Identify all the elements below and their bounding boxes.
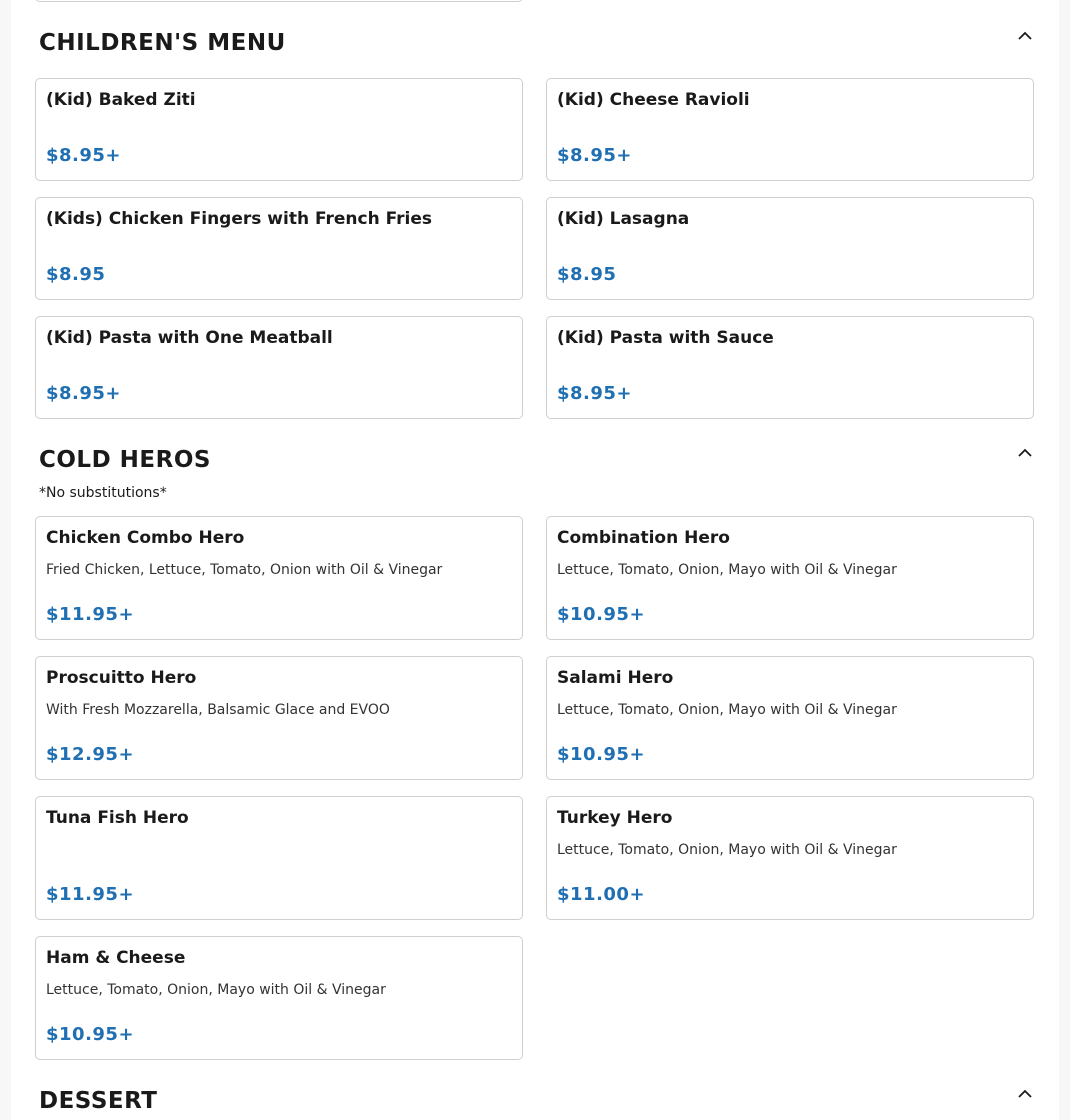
menu-item-card[interactable] xyxy=(35,78,523,181)
item-name: (Kids) Chicken Fingers with French Fries xyxy=(46,209,432,229)
item-price: $10.95+ xyxy=(46,1024,135,1045)
item-price: $8.95+ xyxy=(557,145,633,166)
menu-item-card[interactable] xyxy=(35,316,523,419)
menu-item-card[interactable] xyxy=(546,656,1034,780)
item-name: (Kid) Pasta with Sauce xyxy=(557,328,774,348)
item-price: $10.95+ xyxy=(557,744,646,765)
menu-item-card[interactable] xyxy=(546,796,1034,920)
menu-page xyxy=(11,0,1059,1120)
item-name: Turkey Hero xyxy=(557,808,673,828)
item-name: (Kid) Lasagna xyxy=(557,209,690,229)
menu-item-card[interactable] xyxy=(35,936,523,1060)
item-price: $8.95+ xyxy=(46,145,122,166)
section-title: COLD HEROS xyxy=(39,447,211,473)
chevron-up-icon[interactable] xyxy=(1017,1086,1033,1102)
item-name: (Kid) Baked Ziti xyxy=(46,90,196,110)
item-price: $12.95+ xyxy=(46,744,135,765)
menu-item-card[interactable] xyxy=(546,78,1034,181)
item-price: $10.95+ xyxy=(557,604,646,625)
menu-item-card[interactable] xyxy=(35,197,523,300)
item-price: $8.95+ xyxy=(557,383,633,404)
item-description: Fried Chicken, Lettuce, Tomato, Onion with Oil & Vinegar xyxy=(46,562,443,578)
item-grid xyxy=(35,78,1034,419)
item-name: (Kid) Pasta with One Meatball xyxy=(46,328,333,348)
section-title: CHILDREN'S MENU xyxy=(39,30,286,56)
item-name: Chicken Combo Hero xyxy=(46,528,245,548)
item-description: Lettuce, Tomato, Onion, Mayo with Oil & Vinegar xyxy=(557,702,897,718)
chevron-up-icon[interactable] xyxy=(1017,28,1033,44)
item-grid xyxy=(35,516,1034,1060)
menu-item-card[interactable] xyxy=(35,516,523,640)
item-price: $11.95+ xyxy=(46,884,135,905)
menu-item-card[interactable] xyxy=(546,316,1034,419)
chevron-up-icon[interactable] xyxy=(1017,445,1033,461)
menu-item-card[interactable] xyxy=(35,796,523,920)
item-description: Lettuce, Tomato, Onion, Mayo with Oil & Vinegar xyxy=(557,562,897,578)
section-note: *No substitutions* xyxy=(39,485,167,501)
item-price: $8.95 xyxy=(46,264,106,285)
item-name: Proscuitto Hero xyxy=(46,668,197,688)
item-name: Tuna Fish Hero xyxy=(46,808,189,828)
item-description: Lettuce, Tomato, Onion, Mayo with Oil & Vinegar xyxy=(557,842,897,858)
section-header[interactable] xyxy=(39,445,1033,485)
item-name: Salami Hero xyxy=(557,668,674,688)
menu-item-card[interactable] xyxy=(546,516,1034,640)
item-price: $11.95+ xyxy=(46,604,135,625)
section-header[interactable] xyxy=(39,28,1033,68)
item-price: $8.95 xyxy=(557,264,617,285)
section-header[interactable] xyxy=(39,1086,1033,1120)
menu-item-card[interactable] xyxy=(546,197,1034,300)
item-price: $11.00+ xyxy=(557,884,646,905)
item-name: Ham & Cheese xyxy=(46,948,186,968)
item-description: Lettuce, Tomato, Onion, Mayo with Oil & Vinegar xyxy=(46,982,386,998)
section-title: DESSERT xyxy=(39,1088,158,1114)
item-price: $8.95+ xyxy=(46,383,122,404)
item-description: With Fresh Mozzarella, Balsamic Glace and EVOO xyxy=(46,702,390,718)
menu-item-card[interactable] xyxy=(35,656,523,780)
previous-item-card[interactable] xyxy=(35,0,523,2)
item-name: (Kid) Cheese Ravioli xyxy=(557,90,750,110)
item-name: Combination Hero xyxy=(557,528,730,548)
